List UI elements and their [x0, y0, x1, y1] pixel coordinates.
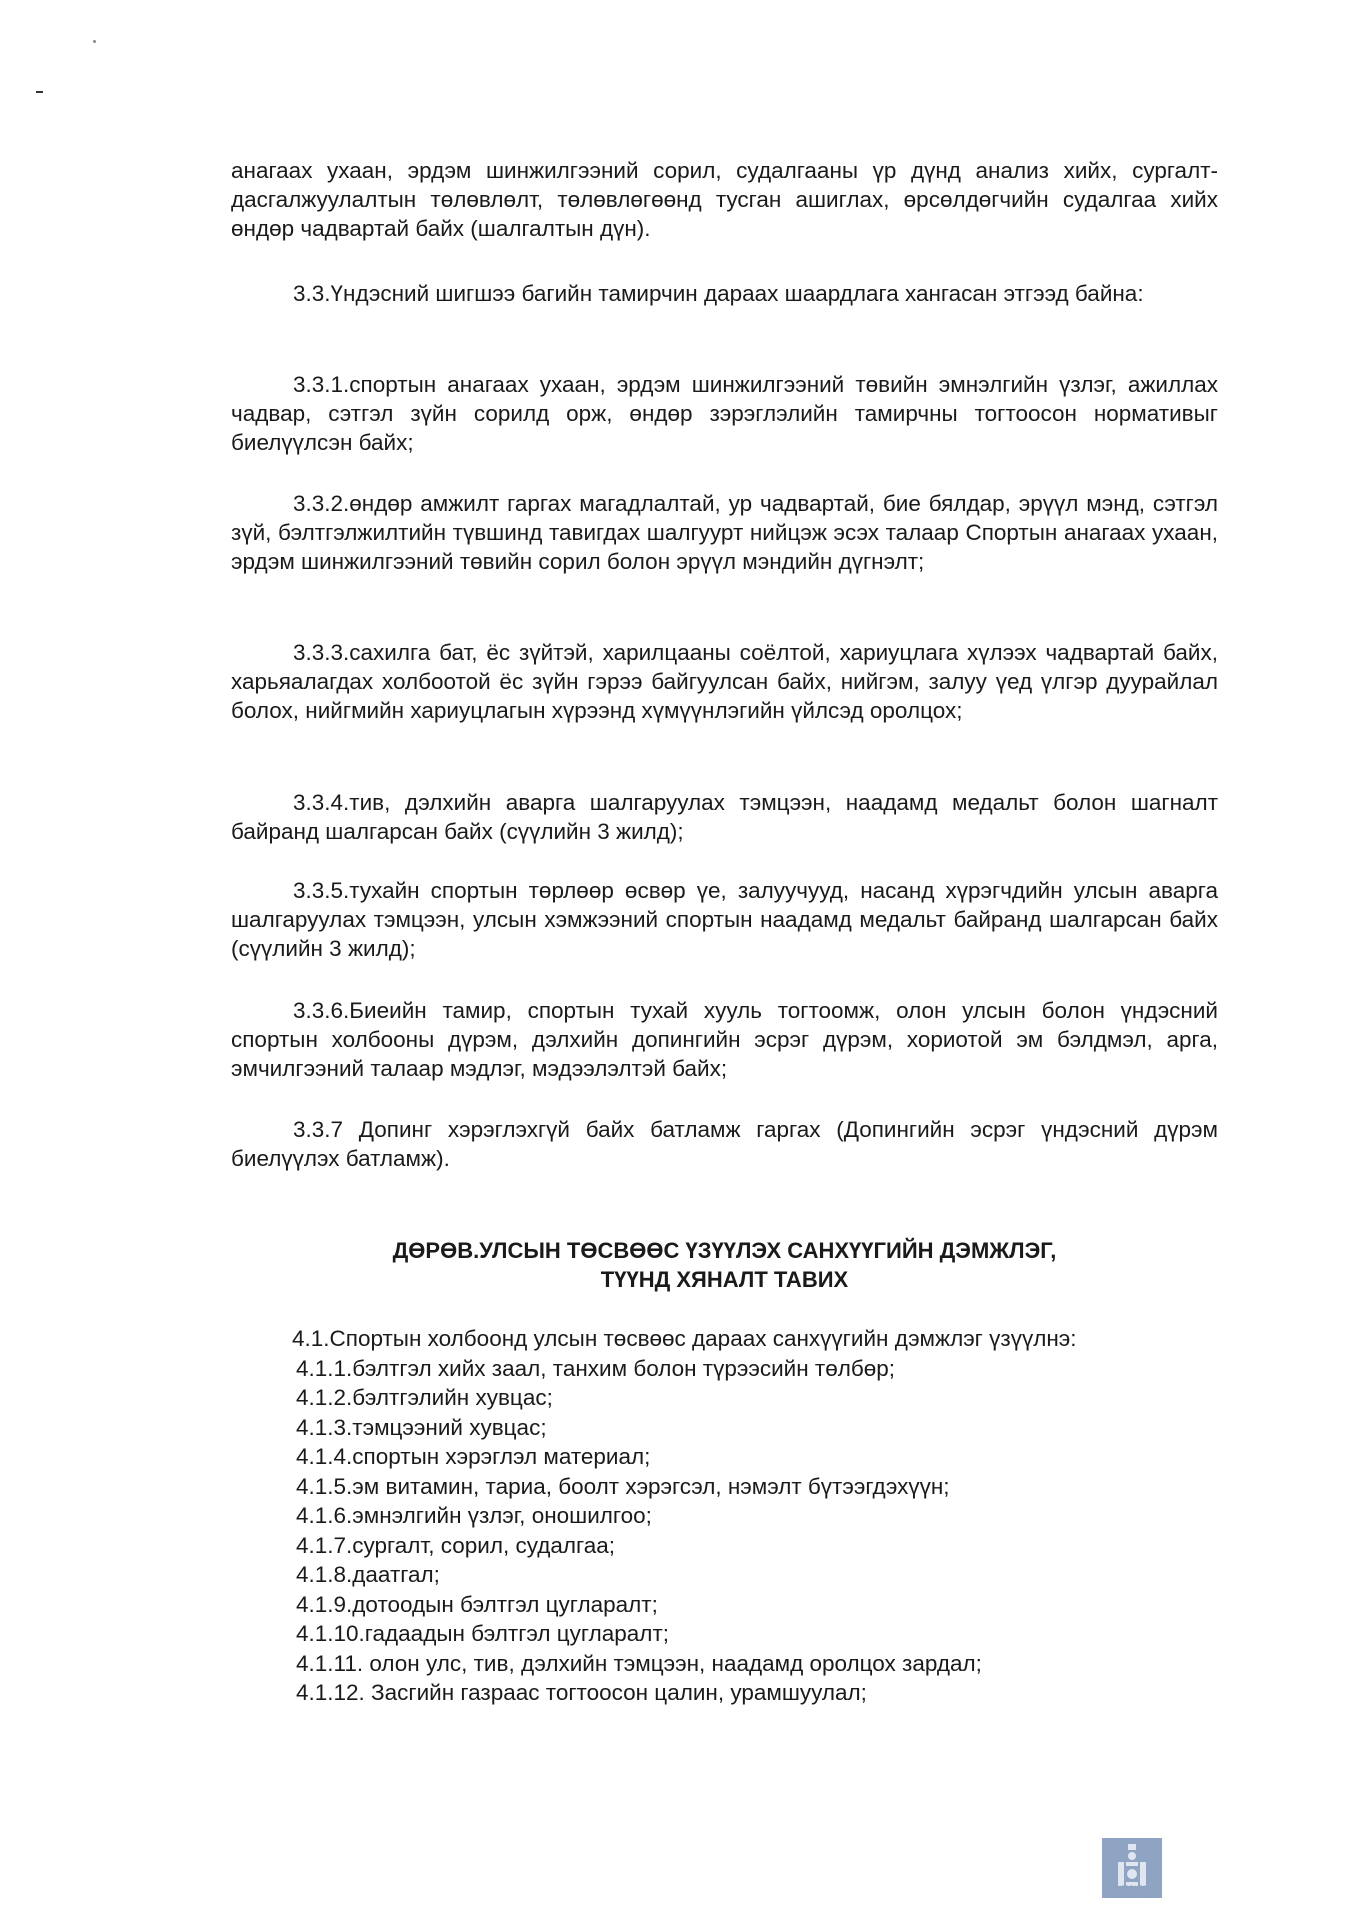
list-item: 4.1.6.эмнэлгийн үзлэг, оношилгоо;: [296, 1503, 652, 1528]
list-item: 4.1.5.эм витамин, тариа, боолт хэрэгсэл, нэмэлт бүтээгдэхүүн;: [296, 1473, 950, 1499]
intro-paragraph: анагаах ухаан, эрдэм шинжилгээний сорил, судалгааны үр дүнд анализ хийх, сургалт-дасгалжуулалтын төлөвлөлт, төлөвлөгөөнд тусган ашиглах, өрсөлдөгчийн судалгаа хийх өндөр чадвартай байх (шалгалтын дүн).: [231, 158, 1218, 241]
list-item: 4.1.4.спортын хэрэглэл материал;: [296, 1444, 651, 1469]
section-4-list: [292, 1324, 1226, 1708]
list-item: 4.1.10.гадаадын бэлтгэл цугларалт;: [296, 1621, 669, 1646]
section-4-heading: [231, 1236, 1218, 1294]
list-item: 4.1.3.тэмцээний хувцас;: [296, 1414, 547, 1440]
list-item: 4.1.7.сургалт, сорил, судалгаа;: [296, 1532, 615, 1558]
list-item: 4.1.8.даатгал;: [296, 1562, 440, 1587]
section-3-3-lead: 3.3.Үндэсний шигшээ багийн тамирчин дараах шаардлага хангасан этгээд байна:: [293, 281, 1144, 306]
list-item: 4.1.2.бэлтгэлийн хувцас;: [296, 1385, 553, 1410]
clause-3-3-5: 3.3.5.тухайн спортын төрлөөр өсвөр үе, залуучууд, насанд хүрэгчдийн улсын аварга шалгаруулах тэмцээн, улсын хэмжээний спортын наадамд медальт байранд шалгарсан байх (сүүлийн 3 жилд);: [231, 878, 1218, 961]
clause-3-3-7: 3.3.7 Допинг хэрэглэхгүй байх батламж гаргах (Допингийн эсрэг үндэсний дүрэм биелүүлэх батламж).: [231, 1117, 1218, 1171]
scan-speck: [36, 91, 43, 93]
list-item: 4.1.12. Засгийн газраас тогтоосон цалин, урамшуулал;: [296, 1680, 867, 1705]
section-4-lead: 4.1.Спортын холбоонд улсын төсвөөс дараах санхүүгийн дэмжлэг үзүүлнэ:: [292, 1326, 1077, 1351]
section-4-heading-line1: ДӨРӨВ.УЛСЫН ТӨСВӨӨС ҮЗҮҮЛЭХ САНХҮҮГИЙН ДЭМЖЛЭГ,: [392, 1238, 1057, 1263]
seal-caption: МОНГОЛ УЛСЫН ЗАСГИЙН ГАЗАР: [1107, 1886, 1157, 1899]
clause-3-3-4: 3.3.4.тив, дэлхийн аварга шалгаруулах тэмцээн, наадамд медальт болон шагналт байранд шалгарсан байх (сүүлийн 3 жилд);: [231, 790, 1218, 844]
list-item: 4.1.11. олон улс, тив, дэлхийн тэмцээн, наадамд оролцох зардал;: [296, 1650, 982, 1676]
list-item: 4.1.1.бэлтгэл хийх заал, танхим болон түрээсийн төлбөр;: [296, 1355, 895, 1381]
scan-speck: [93, 40, 96, 43]
list-item: 4.1.9.дотоодын бэлтгэл цугларалт;: [296, 1591, 658, 1617]
clause-3-3-2: 3.3.2.өндөр амжилт гаргах магадлалтай, ур чадвартай, бие бялдар, эрүүл мэнд, сэтгэл зүй, бэлтгэлжилтийн түвшинд тавигдах шалгуурт нийцэж эсэх талаар Спортын анагаах ухаан, эрдэм шинжилгээний төвийн сорил болон эрүүл мэндийн дүгнэлт;: [231, 491, 1218, 574]
clause-3-3-1: 3.3.1.спортын анагаах ухаан, эрдэм шинжилгээний төвийн эмнэлгийн үзлэг, ажиллах чадвар, сэтгэл зүйн сорилд орж, өндөр зэрэглэлийн тамирчны тогтоосон нормативыг биелүүлсэн байх;: [231, 372, 1218, 455]
section-4-heading-line2: ТҮҮНД ХЯНАЛТ ТАВИХ: [600, 1267, 849, 1292]
clause-3-3-6: 3.3.6.Биеийн тамир, спортын тухай хууль тогтоомж, олон улсын болон үндэсний спортын холбооны дүрэм, дэлхийн допингийн эсрэг дүрэм, хориотой эм бэлдмэл, арга, эмчилгээний талаар мэдлэг, мэдээлэлтэй байх;: [231, 998, 1218, 1081]
clause-3-3-3: 3.3.3.сахилга бат, ёс зүйтэй, харилцааны соёлтой, хариуцлага хүлээх чадвартай байх, харьяалагдах холбоотой ёс зүйн гэрээ байгуулсан байх, нийгэм, залуу үед үлгэр дуурайлал болох, нийгмийн хариуцлагын хүрээнд хүмүүнлэгийн үйлсэд оролцох;: [231, 640, 1218, 723]
